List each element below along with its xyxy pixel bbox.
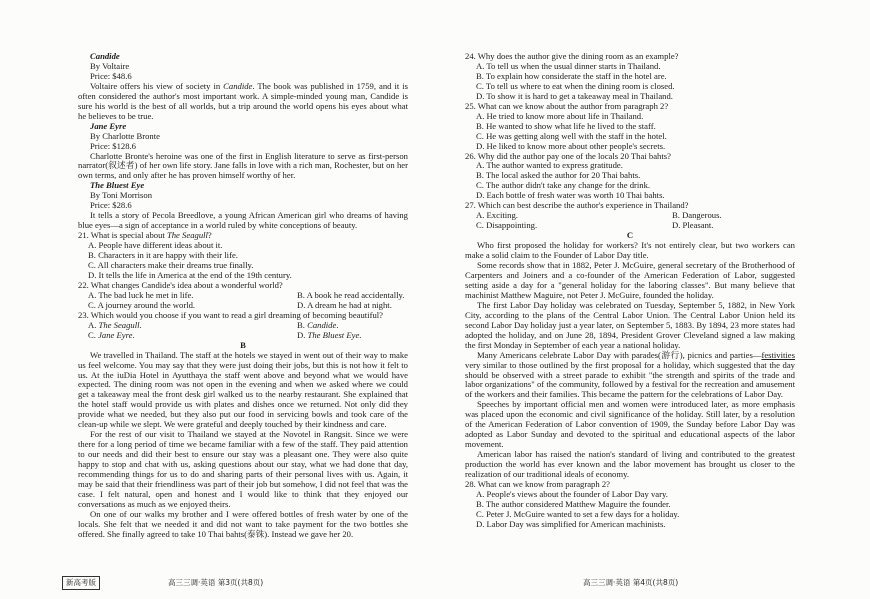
option-c[interactable]: C. Peter J. McGuire wanted to set a few days for a holiday. — [476, 508, 680, 519]
book-author: By Charlotte Bronte — [90, 130, 160, 141]
book-description: Charlotte Bronte's heroine was one of the first in English literature to serve as first-person narrator(叙述者) of her own life story. Jane falls in love with a rich man, Rochester, but on her own terms, and only after he has proven himself worthy of her. — [78, 150, 408, 181]
stem-book-title: The Seagull — [166, 230, 208, 241]
option-a[interactable]: A. The bad luck he met in life. — [88, 289, 194, 300]
question-stem: 26. Why did the author pay one of the locals 20 Thai bahts? — [465, 150, 671, 161]
question-24 — [465, 52, 795, 102]
section-heading-c: C — [626, 230, 634, 241]
book-title: Jane Eyre — [90, 120, 127, 131]
page-3-column — [78, 52, 408, 540]
option-d[interactable] — [297, 331, 361, 341]
question-22 — [78, 281, 408, 311]
question-stem: 22. What changes Candide's idea about a wonderful world? — [78, 279, 283, 290]
option-end: . — [336, 319, 339, 330]
question-28 — [465, 480, 795, 530]
stem-text: ? — [207, 230, 212, 241]
passage-c-paragraph-3: The first Labor Day holiday was celebrated on Tuesday, September 5, 1882, in New York City, according to the plans of the Central Labor Union. The Central Labor Union held its second Labor Day holiday just a year later, on September 5, 1883. By 1894, 23 more states had adopted the holiday, and on June 28, 1894, President Grover Cleveland signed a law making the first Monday in September of each year a national holiday. — [465, 299, 795, 350]
option-a[interactable]: A. People's views about the founder of Labor Day vary. — [476, 488, 668, 499]
option-c[interactable]: C. The author didn't take any change for the drink. — [476, 180, 651, 191]
option-c[interactable]: C. Disappointing. — [476, 220, 538, 231]
option-a[interactable]: A. He tried to know more about life in Thailand. — [476, 110, 644, 121]
question-stem: 28. What can we know from paragraph 2? — [465, 478, 610, 489]
exam-edition-badge: 新高考版 — [62, 576, 100, 590]
option-book-title: The Bluest Eye — [307, 329, 360, 340]
option-c[interactable] — [88, 331, 297, 341]
question-stem: 24. Why does the author give the dining room as an example? — [465, 51, 679, 61]
option-book-title: Jane Eyre — [98, 329, 133, 340]
option-end: . — [359, 329, 362, 340]
description-book-title: Candide — [223, 80, 253, 91]
option-c[interactable]: C. A journey around the world. — [88, 299, 196, 310]
passage-b-paragraph-2: For the rest of our visit to Thailand we stayed at the Novotel in Rangsit. Since we were there for a long period of time we became familiar with a few of the staff. They paid attention to our needs and did their best to ensure our stay was a pleasant one. They were also quite happy to stop and chat with us, asking questions about our stay, what we had done that day, recommending things for us to do and sharing parts of their personal lives with us. Again, it may be said that their friendliness was part of their job but somehow, I did not feel that was the case. I felt natural, open and honest and I would like to think that they enjoyed our conversations as much as we enjoyed theirs. — [78, 429, 408, 509]
option-b[interactable]: B. Dangerous. — [672, 210, 722, 221]
book-author: By Voltaire — [90, 60, 130, 71]
option-d[interactable]: D. Each bottle of fresh water was worth 10 Thai bahts. — [476, 190, 665, 201]
option-b[interactable]: B. A book he read accidentally. — [297, 289, 405, 300]
passage-b-paragraph-1: We travelled in Thailand. The staff at the hotels we stayed in went out of their way to make us feel welcome. You may say that they were just doing their jobs, but this is not how it felt to us. At the iuDia Hotel in Ayutthaya the staff went above and beyond what we would have expected. The dining room was not open in the evening and when we asked where we could get a takeaway meal the front desk girl walked us to the nearby restaurant. She explained that the hotel staff would provide us with plates and dishes once we returned. Not only did they provide what we needed, but they also put our food in servicing bowls and took care of the clean-up while we slept. We were grateful and deeply touched by their kindness and care. — [78, 349, 408, 430]
book-title: The Bluest Eye — [90, 180, 145, 191]
question-25 — [465, 102, 795, 152]
passage-c-paragraph-2: Some records show that in 1882, Peter J. McGuire, general secretary of the Brotherhood of Carpenters and Joiners and a co-founder of the American Federation of Labor, suggested setting aside a day for a "general holiday for the laboring classes". But many believe that machinist Matthew Maguire, not Peter J. McGuire, founded the holiday. — [465, 260, 795, 300]
option-d[interactable]: D. It tells the life in America at the end of the 19th century. — [88, 269, 292, 280]
page-3-footer: 高三三调·英语 第3页(共8页) — [168, 578, 264, 587]
question-stem: 25. What can we know about the author from paragraph 2? — [465, 100, 669, 111]
option-a[interactable]: A. Exciting. — [476, 210, 518, 221]
description-text: . The book was published in 1759, and it is often considered the author's most important work. A simple-minded young man, Candide is sure his world is the best of all worlds, but a trip around the world opens his eyes about what he believes to be true. — [78, 80, 408, 121]
option-a[interactable]: A. The author wanted to express gratitude. — [476, 160, 623, 171]
stem-text: 21. What is special about — [78, 230, 167, 241]
option-book-title: Candide — [307, 319, 337, 330]
option-d[interactable]: D. Pleasant. — [672, 220, 714, 231]
option-label: B. — [297, 319, 308, 330]
paragraph-text: very similar to those outlined by the first proposal for a holiday, which suggested that the day should be observed with a street parade to exhibit "the strength and spirits of the trade and labor organizations" of the community, followed by a festival for the recreation and amusement of the workers and their families. This became the pattern for the celebrations of Labor Day. — [465, 359, 795, 400]
option-b[interactable]: B. Characters in it are happy with their life. — [88, 250, 238, 261]
book-price: Price: $48.6 — [90, 70, 132, 81]
option-a[interactable]: A. To tell us when the usual dinner starts in Thailand. — [476, 60, 661, 71]
page-4-footer: 高三三调·英语 第4页(共8页) — [583, 578, 679, 587]
book-candide — [78, 52, 408, 122]
passage-c-paragraph-5: Speeches by important official men and women were introduced later, as more emphasis was placed upon the economic and civil significance of the holiday. Still later, by a resolution of the American Federation of Labor convention of 1909, the Sunday before Labor Day was adopted as Labor Sunday and devoted to the spiritual and educational aspects of the labor movement. — [465, 399, 795, 450]
book-title: Candide — [90, 51, 120, 61]
underlined-word: festivities — [761, 349, 795, 360]
section-heading-b: B — [240, 339, 246, 350]
option-book-title: The Seagull — [98, 319, 140, 330]
passage-c-paragraph-4 — [465, 351, 795, 401]
option-b[interactable]: B. The local asked the author for 20 Thai bahts. — [476, 170, 641, 181]
option-b[interactable]: B. To explain how considerate the staff in the hotel are. — [476, 70, 667, 81]
option-d[interactable]: D. He liked to know more about other people's secrets. — [476, 140, 666, 151]
option-end: . — [139, 319, 142, 330]
passage-c-paragraph-6: American labor has raised the nation's standard of living and contributed to the greatest production the world has ever known and the labor movement has brought us closer to the realization of our traditional ideals of economy. — [465, 449, 795, 480]
option-b[interactable]: B. The author considered Matthew Maguire the founder. — [476, 498, 671, 509]
paragraph-text: Many Americans celebrate Labor Day with parades(游行), picnics and parties— — [477, 349, 762, 360]
option-a[interactable]: A. People have different ideas about it. — [88, 240, 223, 251]
option-c[interactable]: C. To tell us where to eat when the dining room is closed. — [476, 80, 675, 91]
option-end: . — [132, 329, 135, 340]
question-stem: 27. Which can best describe the author's experience in Thailand? — [465, 200, 689, 211]
passage-c-paragraph-1: Who first proposed the holiday for workers? It's not entirely clear, but two workers can make a solid claim to the Founder of Labor Day title. — [465, 240, 795, 261]
question-21 — [78, 231, 408, 281]
book-jane-eyre — [78, 122, 408, 182]
book-price: Price: $28.6 — [90, 200, 132, 211]
question-26 — [465, 152, 795, 202]
option-c[interactable]: C. He was getting along well with the staff in the hotel. — [476, 130, 667, 141]
question-27 — [465, 201, 795, 231]
option-d[interactable]: D. Labor Day was simplified for American machinists. — [476, 518, 666, 529]
option-d[interactable]: D. To show it is hard to get a takeaway meal in Thailand. — [476, 90, 673, 101]
passage-b-paragraph-3: On one of our walks my brother and I were offered bottles of fresh water by one of the locals. She felt that we needed it and did not want to take payment for the two bottles she offered. She finally agreed to take 10 Thai bahts(泰铢). Instead we gave her 20. — [78, 508, 408, 539]
book-description: It tells a story of Pecola Breedlove, a young African American girl who dreams of having blue eyes—a sign of acceptance in a world ruled by white conceptions of beauty. — [78, 210, 408, 231]
page-4-column — [465, 52, 795, 530]
book-author: By Toni Morrison — [90, 190, 153, 201]
book-price: Price: $128.6 — [90, 140, 136, 151]
question-stem: 23. Which would you choose if you want to read a girl dreaming of becoming beautiful? — [78, 309, 383, 320]
question-23 — [78, 311, 408, 341]
option-d[interactable]: D. A dream he had at night. — [297, 299, 392, 310]
book-the-bluest-eye — [78, 181, 408, 231]
description-text: Voltaire offers his view of society in — [90, 80, 224, 91]
option-label: C. — [88, 329, 99, 340]
option-b[interactable]: B. He wanted to show what life he lived to the staff. — [476, 120, 656, 131]
option-c[interactable]: C. All characters make their dreams true finally. — [88, 260, 254, 271]
option-label: D. — [297, 329, 308, 340]
book-description — [78, 82, 408, 122]
option-label: A. — [88, 319, 99, 330]
